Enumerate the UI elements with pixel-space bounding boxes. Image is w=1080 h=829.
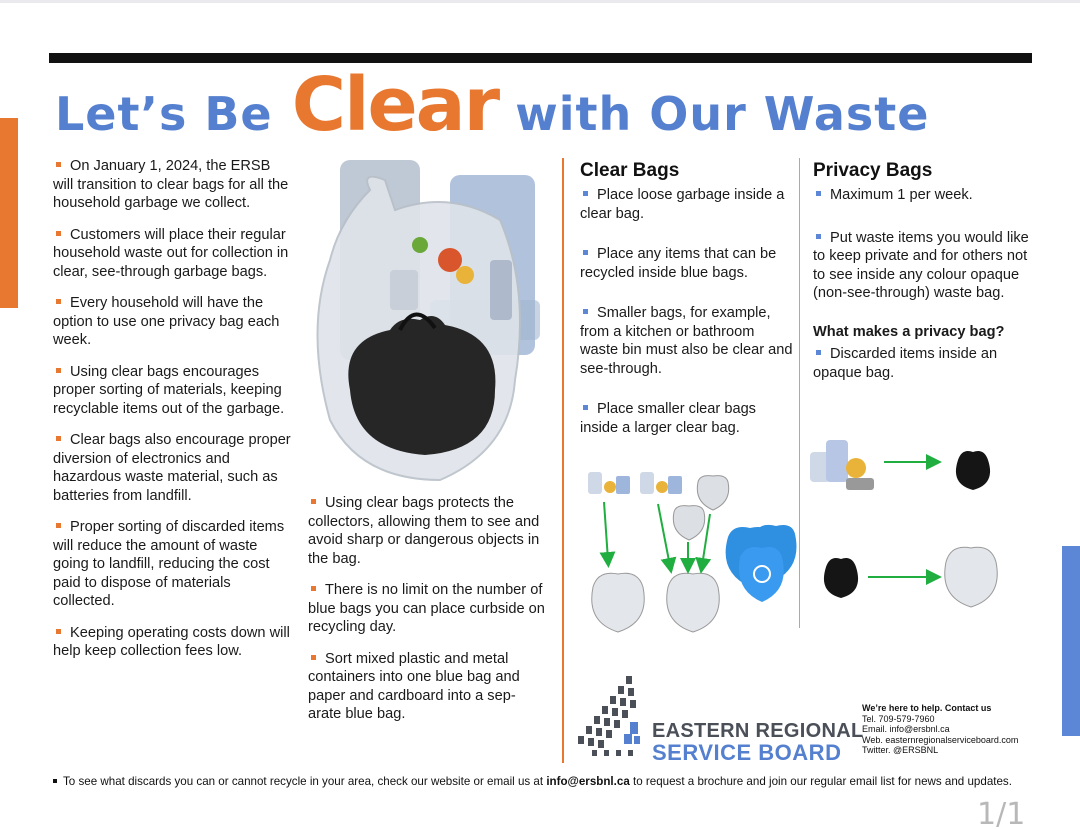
page-title <box>55 62 1035 148</box>
logo-line-1: EASTERN REGIONAL <box>652 720 864 742</box>
clear-bags-heading: Clear Bags <box>580 160 680 181</box>
contact-block <box>862 703 1018 756</box>
list-item: Every household will have the option to use one privacy bag each week. <box>53 295 280 348</box>
top-divider <box>0 0 1080 3</box>
list-item: Keeping operating costs down will help keep collection fees low. <box>53 624 290 659</box>
bullet-icon <box>816 191 821 196</box>
bullet-icon <box>311 586 316 591</box>
black-privacy-bag-icon <box>956 451 990 490</box>
list-item: Place smaller clear bags inside a larger clear bag. <box>580 401 756 436</box>
list-item: Smaller bags, for example, from a kitchen or bathroom waste bin must also be clear and see-through. <box>580 305 793 377</box>
privacy-bags-illustration <box>806 432 1006 612</box>
list-item: Proper sorting of discarded items will reduce the amount of waste going to landfill, reducing the cost paid to dispose of materials collected. <box>53 519 285 609</box>
list-item: Discarded items inside an opaque bag. <box>813 346 998 381</box>
bullet-icon <box>816 350 821 355</box>
clear-bags-list <box>580 186 795 450</box>
contact-email[interactable]: Email. info@ersbnl.ca <box>862 724 950 734</box>
bullet-icon <box>311 499 316 504</box>
arrow-icon <box>604 502 608 560</box>
large-clear-bag-icon <box>592 573 645 632</box>
footer-note: To see what discards you can or cannot recycle in your area, check our website or email us at info@ersbnl.ca to request a brochure and join our regular email list for news and updates. <box>53 775 1012 788</box>
list-item: Using clear bags protects the collectors, allowing them to see and avoid sharp or dangerous objects in the bag. <box>308 495 540 567</box>
list-item: Place any items that can be recycled inside blue bags. <box>580 246 777 281</box>
bullet-icon <box>816 234 821 239</box>
title-part-1: Let’s Be <box>55 87 273 141</box>
large-clear-bag-icon <box>945 547 998 607</box>
waste-items-icon <box>810 440 874 490</box>
bullet-icon <box>56 299 61 304</box>
contact-tel: Tel. 709-579-7960 <box>862 713 935 724</box>
middle-column <box>308 494 548 737</box>
privacy-subheading: What makes a privacy bag? <box>813 323 1005 340</box>
list-item: Customers will place their regular household waste out for collection in clear, see-through garbage bags. <box>53 226 289 280</box>
privacy-bags-heading: Privacy Bags <box>813 160 933 181</box>
bullet-icon <box>53 779 57 783</box>
list-item: Place loose garbage inside a clear bag. <box>580 187 785 222</box>
column-divider <box>562 158 564 763</box>
title-part-3: with Our Waste <box>515 87 930 141</box>
list-item: There is no limit on the number of blue bags you can place curbside on recycling day. <box>308 582 545 635</box>
list-item: Clear bags also encourage proper diversion of electronics and hazardous waste material, such as batteries from landfill. <box>53 432 291 504</box>
contact-heading: We’re here to help. Contact us <box>862 703 992 713</box>
contact-web[interactable]: Web. easternregionalserviceboard.com <box>862 734 1019 745</box>
title-part-2: Clear <box>291 62 499 148</box>
list-item: On January 1, 2024, the ERSB will transition to clear bags for all the household garbage we collect. <box>53 158 289 211</box>
small-clear-bag-icon <box>697 476 728 510</box>
list-item: Put waste items you would like to keep private and for others not to see inside any colour opaque (non-see-through) waste bag. <box>813 229 1029 301</box>
list-item: Maximum 1 per week. <box>813 186 1033 205</box>
bullet-icon <box>56 436 61 441</box>
waste-items-icon <box>588 472 630 494</box>
clear-bags-illustration <box>578 462 798 637</box>
list-item: Using clear bags encourages proper sorting of materials, keeping recyclable items out of the garbage. <box>53 363 285 417</box>
bullet-icon <box>56 162 61 167</box>
large-clear-bag-icon <box>667 573 720 632</box>
bullet-icon <box>583 191 588 196</box>
left-column <box>53 157 293 674</box>
bullet-icon <box>56 231 61 236</box>
bullet-icon <box>583 250 588 255</box>
contact-twitter[interactable]: Twitter. @ERSBNL <box>862 745 939 755</box>
black-privacy-bag-icon <box>824 558 858 598</box>
list-item: Sort mixed plastic and metal containers into one blue bag and paper and cardboard into a sep-arate blue bag. <box>308 650 520 722</box>
right-accent-bar <box>1062 546 1080 736</box>
blue-recycling-bag-icon <box>726 525 797 602</box>
bullet-icon <box>56 368 61 373</box>
bullet-icon <box>583 309 588 314</box>
footer-email-link[interactable]: info@ersbnl.ca <box>546 775 630 788</box>
bullet-icon <box>56 629 61 634</box>
logo-line-2: SERVICE BOARD <box>652 740 842 765</box>
waste-items-icon <box>640 472 682 494</box>
bullet-icon <box>583 405 588 410</box>
left-accent-bar <box>0 118 18 308</box>
column-divider <box>799 158 800 628</box>
bullet-icon <box>311 655 316 660</box>
bullet-icon <box>56 523 61 528</box>
small-clear-bag-icon <box>673 506 704 540</box>
arrow-icon <box>658 504 670 566</box>
page-number: 1/1 <box>977 797 1026 829</box>
clear-bag-photo <box>300 150 545 485</box>
privacy-bags-list <box>813 186 1033 395</box>
